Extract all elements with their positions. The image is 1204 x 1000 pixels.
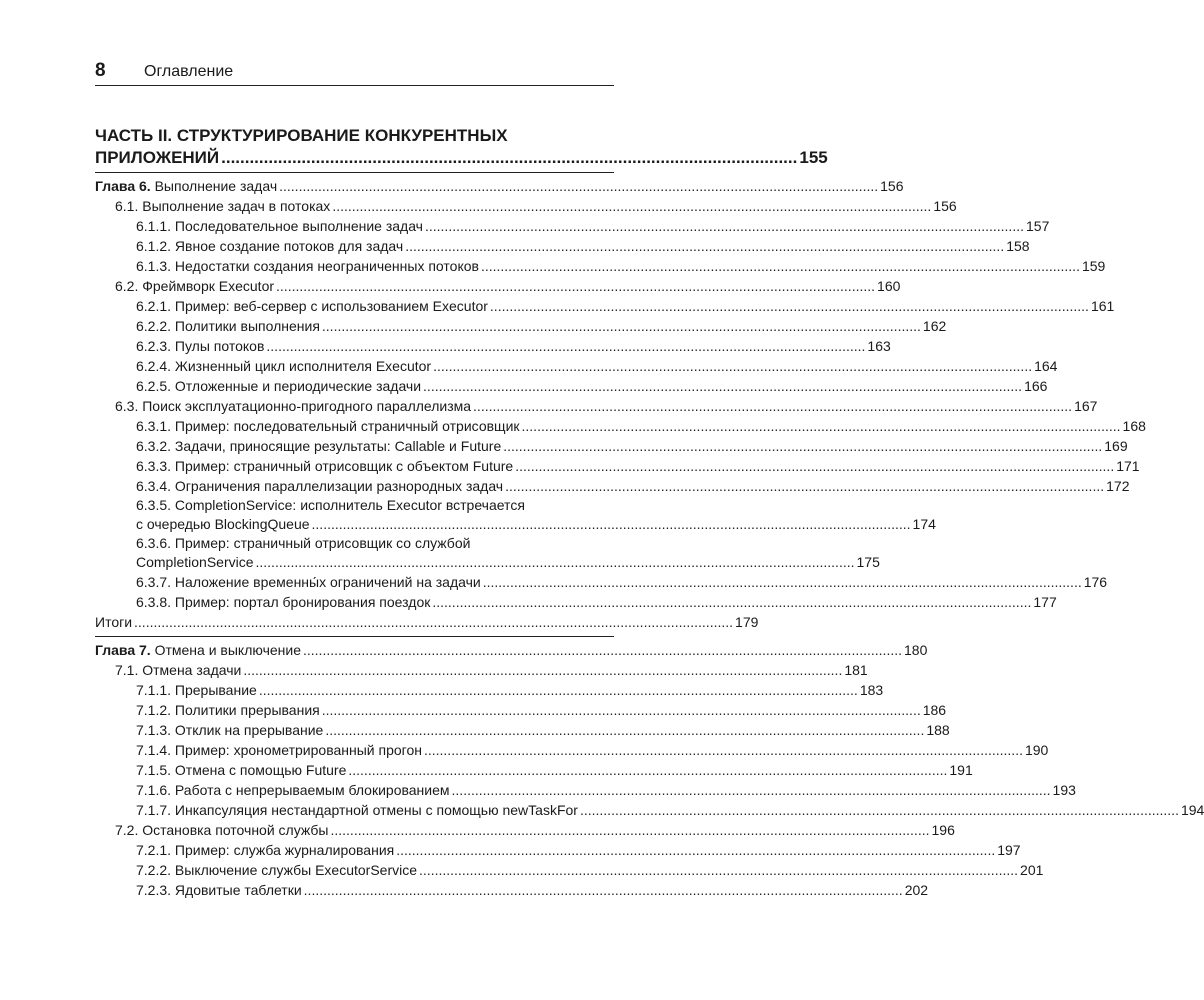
toc-entry[interactable]: [95, 820, 955, 840]
entry-page: 194: [1180, 802, 1204, 818]
entry-page: 191: [949, 762, 973, 778]
entry-title: 7.1.5. Отмена с помощью Future: [136, 762, 347, 778]
section-divider: [95, 172, 614, 173]
part-page: 155: [799, 148, 828, 167]
toc-entry[interactable]: [95, 336, 891, 356]
toc-entry[interactable]: [95, 356, 1058, 376]
chapter-title: Отмена и выключение: [154, 642, 301, 658]
leader-dots: ..........................................................................................................................................................: [311, 516, 911, 532]
leader-dots: ..........................................................................................................................................................: [432, 594, 1032, 610]
entry-title: 6.3.2. Задачи, приносящие результаты: Callable и Future: [136, 438, 502, 454]
toc-entry[interactable]: [95, 800, 1204, 820]
toc-entry[interactable]: [95, 592, 1057, 612]
leader-dots: ..........................................................................................................................................................: [321, 702, 921, 718]
header-rule: [95, 85, 614, 86]
entry-page: 171: [1116, 458, 1140, 474]
entry-page: 190: [1024, 742, 1049, 758]
entry-title: 6.2.4. Жизненный цикл исполнителя Executor: [136, 358, 432, 374]
leader-dots: ..........................................................................................................................................................: [279, 178, 879, 194]
entry-page: 161: [1090, 298, 1115, 314]
leader-dots: ..........................................................................................................................................................: [134, 614, 734, 630]
toc-entry[interactable]: [95, 256, 1106, 276]
part-title-line1: ЧАСТЬ II. СТРУКТУРИРОВАНИЕ КОНКУРЕНТНЫХ: [95, 126, 508, 145]
toc-entry[interactable]: [95, 880, 929, 900]
entry-title: 6.1.2. Явное создание потоков для задач: [136, 238, 404, 254]
leader-dots: ..........................................................................................................................................................: [276, 278, 876, 294]
leader-dots: ..........................................................................................................................................................: [332, 198, 932, 214]
entry-title: 6.3.4. Ограничения параллелизации разнородных задач: [136, 478, 504, 494]
page-number: 8: [95, 60, 106, 81]
leader-dots: ..........................................................................................................................................................: [396, 842, 996, 858]
part-heading: [95, 125, 828, 169]
toc-entry[interactable]: [95, 216, 1050, 236]
entry-title-line2: с очередью BlockingQueue: [136, 516, 310, 532]
entry-page: 176: [1083, 574, 1108, 590]
entry-title-line2: CompletionService: [136, 554, 254, 570]
entry-page: 175: [856, 554, 880, 570]
entry-page: 159: [1081, 258, 1106, 274]
leader-dots: ..........................................................................................................................................................: [325, 722, 925, 738]
toc-entry[interactable]: [95, 680, 884, 700]
leader-dots: ..........................................................................................................................................................: [489, 298, 1089, 314]
toc-entry[interactable]: [95, 840, 1021, 860]
entry-page: 174: [912, 516, 936, 532]
entry-page: 188: [926, 722, 950, 738]
leader-dots: ..........................................................................................................................................................: [433, 358, 1033, 374]
toc-entry[interactable]: [95, 376, 1048, 396]
leader-dots: ..........................................................................................................................................................: [348, 762, 948, 778]
leader-dots: ..........................................................................................................................................................: [303, 882, 903, 898]
leader-dots: ..........................................................................................................................................................: [419, 862, 1019, 878]
entry-title: 6.2.1. Пример: веб-сервер с использованием Executor: [136, 298, 488, 314]
entry-title: 7.2. Остановка поточной службы: [115, 822, 329, 838]
entry-page: 157: [1026, 218, 1050, 234]
leader-dots: ..........................................................................................................................................................: [482, 574, 1082, 590]
toc-entry[interactable]: [95, 720, 950, 740]
entry-title: 7.2.3. Ядовитые таблетки: [136, 882, 302, 898]
leader-dots: ..........................................................................................................................................................: [473, 398, 1073, 414]
leader-dots: ..........................................................................................................................................................: [255, 554, 855, 570]
part-title-line2: ПРИЛОЖЕНИЙ: [95, 148, 220, 167]
toc-entry[interactable]: [95, 660, 868, 680]
entry-page: 164: [1034, 358, 1058, 374]
toc-entry[interactable]: [95, 416, 1146, 436]
entry-page: 162: [922, 318, 947, 334]
entry-page: 197: [997, 842, 1021, 858]
entry-title: 6.2. Фреймворк Executor: [115, 278, 275, 294]
entry-title: 6.3. Поиск эксплуатационно-пригодного параллелизма: [115, 398, 472, 414]
toc-entry[interactable]: [95, 396, 1098, 416]
entry-page: 163: [867, 338, 891, 354]
toc-entry[interactable]: [95, 236, 1030, 256]
leader-dots: ..........................................................................................................................................................: [505, 478, 1105, 494]
toc-entry[interactable]: [95, 612, 759, 632]
section-divider: [95, 636, 614, 637]
entry-title: 6.2.5. Отложенные и периодические задачи: [136, 378, 422, 394]
entry-page: 202: [904, 882, 929, 898]
toc-entry[interactable]: [95, 276, 901, 296]
entry-page: 156: [933, 198, 957, 214]
chapter-7-entry[interactable]: [95, 640, 928, 660]
entry-title: 7.1.4. Пример: хронометрированный прогон: [136, 742, 422, 758]
toc-entry[interactable]: [95, 316, 947, 336]
leader-dots: ..........................................................................................................................................................: [321, 318, 921, 334]
chapter-page: 156: [880, 178, 904, 194]
entry-page: 172: [1106, 478, 1130, 494]
entry-title-line1: 6.3.5. CompletionService: исполнитель Executor встречается: [136, 497, 525, 513]
entry-title: 7.1. Отмена задачи: [115, 662, 242, 678]
entry-title: Итоги: [95, 614, 133, 630]
chapter-page: 180: [904, 642, 928, 658]
entry-page: 196: [931, 822, 955, 838]
leader-dots: ..........................................................................................................................................................: [423, 378, 1023, 394]
entry-page: 166: [1024, 378, 1048, 394]
entry-title: 6.1.1. Последовательное выполнение задач: [136, 218, 423, 234]
toc-entry[interactable]: [95, 860, 1044, 880]
entry-title: 7.2.1. Пример: служба журналирования: [136, 842, 395, 858]
entry-page: 201: [1020, 862, 1044, 878]
entry-title: 7.2.2. Выключение службы ExecutorService: [136, 862, 418, 878]
leader-dots: ..........................................................................................................................................................: [423, 742, 1023, 758]
toc-entry[interactable]: [95, 572, 1108, 592]
entry-page: 186: [922, 702, 947, 718]
entry-title: 7.1.7. Инкапсуляция нестандартной отмены с помощью newTaskFor: [136, 802, 578, 818]
entry-title: 6.1. Выполнение задач в потоках: [115, 198, 331, 214]
chapter-label: Глава 7.: [95, 642, 151, 658]
entry-title: 6.3.3. Пример: страничный отрисовщик с объектом Future: [136, 458, 514, 474]
entry-title: 6.3.7. Наложение временны́х ограничений на задачи: [136, 574, 481, 590]
entry-page: 179: [735, 614, 759, 630]
toc-entry[interactable]: [95, 456, 1140, 476]
entry-page: 167: [1074, 398, 1098, 414]
entry-page: 158: [1006, 238, 1030, 254]
leader-dots: ..........................................................................................................................................................: [405, 238, 1005, 254]
toc-entry[interactable]: [95, 700, 947, 720]
entry-title: 7.1.6. Работа с непрерываемым блокированием: [136, 782, 450, 798]
entry-title: 6.3.8. Пример: портал бронирования поездок: [136, 594, 431, 610]
chapter-6-entry[interactable]: [95, 176, 904, 196]
chapter-6-toc: [95, 176, 1146, 632]
leader-dots: ..........................................................................................................................................................: [503, 438, 1103, 454]
entry-title: 6.3.1. Пример: последовательный страничный отрисовщик: [136, 418, 520, 434]
entry-title: 6.1.3. Недостатки создания неограниченных потоков: [136, 258, 479, 274]
toc-entry[interactable]: [95, 196, 957, 216]
chapter-label: Глава 6.: [95, 178, 151, 194]
leader-dots: ..........................................................................................................................................................: [579, 802, 1179, 818]
leader-dots: ..........................................................................................................................................................: [424, 218, 1024, 234]
toc-entry[interactable]: [95, 760, 973, 780]
entry-title: 6.2.3. Пулы потоков: [136, 338, 265, 354]
toc-entry[interactable]: [95, 296, 1115, 316]
entry-title-line1: 6.3.6. Пример: страничный отрисовщик со службой: [136, 535, 471, 551]
leader-dots: ..........................................................................................................................................................: [266, 338, 866, 354]
toc-entry[interactable]: [95, 436, 1128, 456]
entry-title: 7.1.2. Политики прерывания: [136, 702, 320, 718]
leader-dots: ..........................................................................................................................................................: [258, 682, 858, 698]
toc-entry[interactable]: [95, 496, 936, 534]
toc-entry[interactable]: [95, 476, 1130, 496]
chapter-title: Выполнение задач: [154, 178, 278, 194]
leader-dots: ..........................................................................................................................................................: [303, 642, 903, 658]
entry-page: 177: [1033, 594, 1057, 610]
entry-page: 168: [1122, 418, 1146, 434]
entry-page: 160: [877, 278, 901, 294]
leader-dots: ..........................................................................................................................................................: [521, 418, 1121, 434]
leader-dots: ..........................................................................................................................................................: [480, 258, 1080, 274]
toc-entry[interactable]: [95, 780, 1076, 800]
chapter-7-toc: [95, 640, 1204, 900]
entry-title: 7.1.1. Прерывание: [136, 682, 257, 698]
leader-dots: ..........................................................................................................................................................: [330, 822, 930, 838]
running-title: Оглавление: [144, 63, 234, 80]
toc-entry[interactable]: [95, 740, 1049, 760]
leader-dots: ..........................................................................................................................................................: [515, 458, 1115, 474]
page-header: [95, 60, 614, 88]
toc-entry[interactable]: [95, 534, 880, 572]
leader-dots: ..........................................................................................................................: [221, 148, 798, 167]
entry-page: 193: [1052, 782, 1076, 798]
entry-title: 6.2.2. Политики выполнения: [136, 318, 320, 334]
leader-dots: ..........................................................................................................................................................: [451, 782, 1051, 798]
entry-page: 181: [844, 662, 868, 678]
entry-page: 183: [859, 682, 884, 698]
entry-title: 7.1.3. Отклик на прерывание: [136, 722, 324, 738]
leader-dots: ..........................................................................................................................................................: [243, 662, 843, 678]
entry-page: 169: [1104, 438, 1128, 454]
